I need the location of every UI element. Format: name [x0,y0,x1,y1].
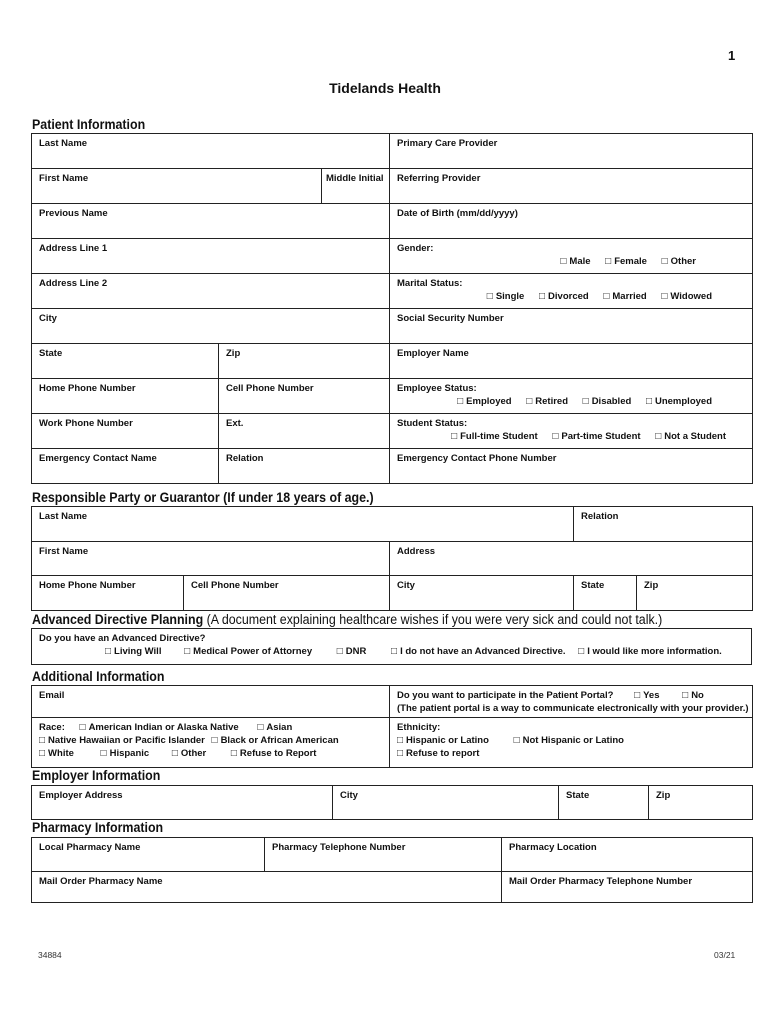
ethnicity-field [390,718,753,768]
employer-address-label: Employer Address [39,790,123,801]
portal-note: (The patient portal is a way to communicate electronically with your provider.) [397,703,749,714]
address-line-1-label: Address Line 1 [39,243,108,254]
ssn-field[interactable] [390,309,753,344]
marital-married-checkbox[interactable]: □ Married [603,290,646,303]
marital-single-checkbox[interactable]: □ Single [487,290,525,303]
section-heading-employer: Employer Information [32,768,161,783]
ethnicity-refuse-checkbox[interactable]: □ Refuse to report [397,747,479,760]
employee-status-field [390,379,753,414]
referring-provider-field[interactable] [390,169,753,204]
cell-phone-label: Cell Phone Number [226,383,314,394]
guarantor-address-label: Address [397,546,436,557]
email-label: Email [39,690,65,701]
emergency-phone-label: Emergency Contact Phone Number [397,453,557,464]
pcp-label: Primary Care Provider [397,138,498,149]
race-asian-checkbox[interactable]: □ Asian [257,721,292,734]
address-line-1-field[interactable] [32,239,390,274]
additional-info-table [31,685,753,768]
gender-field [390,239,753,274]
emergency-phone-field[interactable] [390,449,753,484]
ssn-label: Social Security Number [397,313,504,324]
mail-order-pharmacy-field[interactable] [32,872,502,903]
pharmacy-phone-label: Pharmacy Telephone Number [272,842,406,853]
employer-table [31,785,753,820]
race-label: Race: [39,722,65,733]
race-other-checkbox[interactable]: □ Other [172,747,206,760]
last-name-label: Last Name [39,138,88,149]
form-code: 34884 [38,950,62,960]
medical-poa-checkbox[interactable]: □ Medical Power of Attorney [184,645,312,658]
state-field[interactable] [32,344,219,379]
work-phone-field[interactable] [32,414,219,449]
work-phone-label: Work Phone Number [39,418,133,429]
address-line-2-field[interactable] [32,274,390,309]
section-heading-patient: Patient Information [32,117,146,132]
guarantor-cell-phone-field[interactable] [184,576,390,611]
student-status-label: Student Status: [397,418,468,429]
city-label: City [39,313,57,324]
home-phone-field[interactable] [32,379,219,414]
directive-field [32,629,752,665]
zip-field[interactable] [219,344,390,379]
last-name-field[interactable] [32,134,390,169]
page-title: Tidelands Health [329,80,441,96]
gender-female-checkbox[interactable]: □ Female [605,255,647,268]
pharmacy-location-label: Pharmacy Location [509,842,597,853]
cell-phone-field[interactable] [219,379,390,414]
section-heading-directive [32,612,662,627]
pharmacy-phone-field[interactable] [265,838,502,872]
unemployed-checkbox[interactable]: □ Unemployed [646,395,712,408]
home-phone-label: Home Phone Number [39,383,136,394]
disabled-checkbox[interactable]: □ Disabled [583,395,632,408]
race-native-hawaiian-checkbox[interactable]: □ Native Hawaiian or Pacific Islander [39,734,205,747]
marital-divorced-checkbox[interactable]: □ Divorced [539,290,589,303]
revision-date: 03/21 [714,950,736,960]
race-american-indian-checkbox[interactable]: □ American Indian or Alaska Native [80,721,239,734]
local-pharmacy-name-field[interactable] [32,838,265,872]
guarantor-first-name-label: First Name [39,546,89,557]
city-field[interactable] [32,309,390,344]
guarantor-cell-phone-label: Cell Phone Number [191,580,279,591]
first-name-field[interactable] [32,169,322,204]
retired-checkbox[interactable]: □ Retired [526,395,568,408]
guarantor-city-label: City [397,580,415,591]
email-field[interactable] [32,686,390,718]
zip-label: Zip [226,348,241,359]
guarantor-relation-label: Relation [581,511,619,522]
pharmacy-location-field[interactable] [502,838,753,872]
state-label: State [39,348,63,359]
student-status-field [390,414,753,449]
patient-info-table [31,133,753,484]
guarantor-zip-field[interactable] [637,576,753,611]
dnr-checkbox[interactable]: □ DNR [337,645,367,658]
marital-status-label: Marital Status: [397,278,463,289]
employer-city-label: City [340,790,358,801]
address-line-2-label: Address Line 2 [39,278,108,289]
marital-status-field [390,274,753,309]
more-info-checkbox[interactable]: □ I would like more information. [578,645,722,658]
employer-state-field[interactable] [559,786,649,820]
dob-label: Date of Birth (mm/dd/yyyy) [397,208,518,219]
employer-name-label: Employer Name [397,348,469,359]
employer-name-field[interactable] [390,344,753,379]
gender-other-checkbox[interactable]: □ Other [662,255,696,268]
guarantor-state-label: State [581,580,605,591]
portal-yes-checkbox[interactable]: □ Yes [634,689,659,702]
part-time-student-checkbox[interactable]: □ Part-time Student [552,430,640,443]
guarantor-last-name-label: Last Name [39,511,88,522]
employer-city-field[interactable] [333,786,559,820]
race-refuse-checkbox[interactable]: □ Refuse to Report [231,747,317,760]
previous-name-label: Previous Name [39,208,108,219]
gender-male-checkbox[interactable]: □ Male [560,255,590,268]
guarantor-first-name-field[interactable] [32,542,390,576]
mail-order-phone-label: Mail Order Pharmacy Telephone Number [509,876,693,887]
employed-checkbox[interactable]: □ Employed [457,395,511,408]
race-hispanic-checkbox[interactable]: □ Hispanic [101,747,150,760]
race-field [32,718,390,768]
ethnicity-label: Ethnicity: [397,722,441,733]
gender-label: Gender: [397,243,434,254]
guarantor-last-name-field[interactable] [32,507,574,542]
employee-status-label: Employee Status: [397,383,477,394]
local-pharmacy-name-label: Local Pharmacy Name [39,842,141,853]
employer-zip-field[interactable] [649,786,753,820]
directive-heading-bold: Advanced Directive Planning [32,612,204,627]
page-number: 1 [728,48,736,63]
no-directive-checkbox[interactable]: □ I do not have an Advanced Directive. [391,645,565,658]
referring-provider-label: Referring Provider [397,173,481,184]
mail-order-pharmacy-label: Mail Order Pharmacy Name [39,876,163,887]
ethnicity-hispanic-checkbox[interactable]: □ Hispanic or Latino [397,734,489,747]
guarantor-zip-label: Zip [644,580,659,591]
guarantor-home-phone-field[interactable] [32,576,184,611]
patient-portal-field [390,686,753,718]
emergency-relation-field[interactable] [219,449,390,484]
employer-address-field[interactable] [32,786,333,820]
race-black-checkbox[interactable]: □ Black or African American [212,734,339,747]
emergency-contact-name-label: Emergency Contact Name [39,453,157,464]
section-heading-guarantor: Responsible Party or Guarantor (If under 18 years of age.) [32,490,374,505]
guarantor-city-field[interactable] [390,576,574,611]
ext-field[interactable] [219,414,390,449]
directive-table [31,628,752,665]
pcp-field[interactable] [390,134,753,169]
section-heading-additional: Additional Information [32,669,165,684]
first-name-label: First Name [39,173,89,184]
emergency-contact-name-field[interactable] [32,449,219,484]
living-will-checkbox[interactable]: □ Living Will [105,645,161,658]
previous-name-field[interactable] [32,204,390,239]
mail-order-phone-field[interactable] [502,872,753,903]
guarantor-table [31,506,753,611]
full-time-student-checkbox[interactable]: □ Full-time Student [451,430,538,443]
section-heading-pharmacy: Pharmacy Information [32,820,164,835]
middle-initial-label: Middle Initial [326,173,384,184]
portal-question: Do you want to participate in the Patient Portal? [397,690,614,701]
guarantor-address-field[interactable] [390,542,753,576]
not-a-student-checkbox[interactable]: □ Not a Student [655,430,726,443]
ext-label: Ext. [226,418,244,429]
portal-no-checkbox[interactable]: □ No [682,689,704,702]
marital-widowed-checkbox[interactable]: □ Widowed [661,290,712,303]
guarantor-home-phone-label: Home Phone Number [39,580,136,591]
dob-field[interactable] [390,204,753,239]
employer-state-label: State [566,790,590,801]
guarantor-relation-field[interactable] [574,507,753,542]
employer-zip-label: Zip [656,790,671,801]
directive-question: Do you have an Advanced Directive? [39,633,206,644]
ethnicity-not-hispanic-checkbox[interactable]: □ Not Hispanic or Latino [514,734,624,747]
directive-heading-note: (A document explaining healthcare wishes if you were very sick and could not talk.) [203,612,663,627]
guarantor-state-field[interactable] [574,576,637,611]
middle-initial-field[interactable] [322,169,390,204]
emergency-relation-label: Relation [226,453,264,464]
race-white-checkbox[interactable]: □ White [39,747,74,760]
pharmacy-table [31,837,753,903]
